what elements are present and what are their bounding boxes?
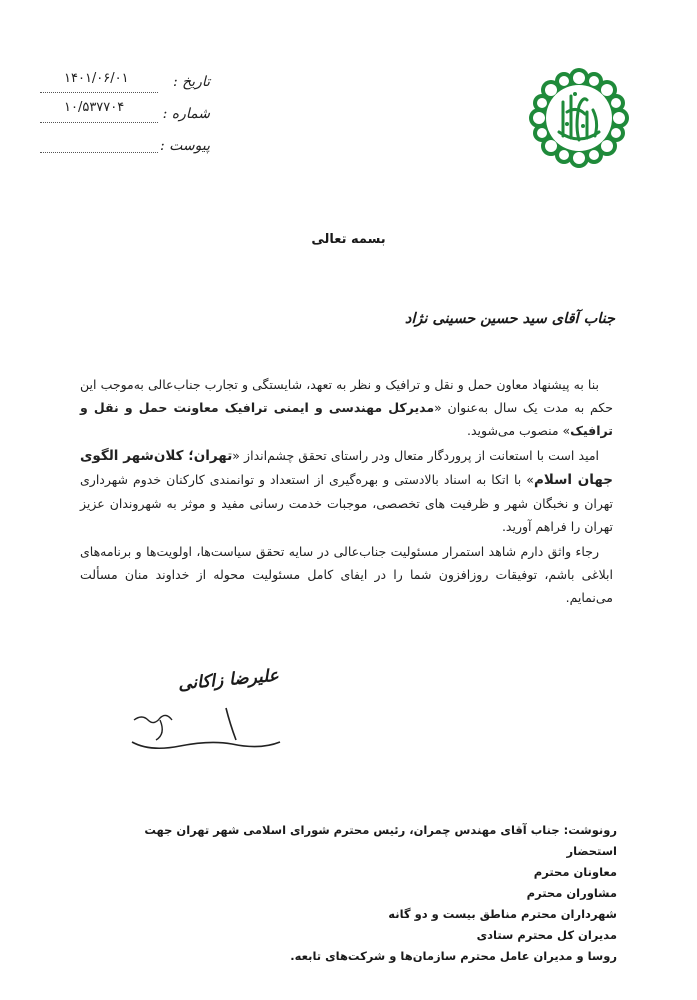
- cc-line-6: روسا و مدیران عامل محترم سازمان‌ها و شرکت‌های تابعه.: [290, 949, 617, 963]
- date-label: تاریخ :: [172, 74, 210, 90]
- p2-bold-vision: تهران؛ کلان‌شهر الگوی جهان اسلام: [80, 448, 614, 488]
- date-value: ۱۴۰۱/۰۶/۰۱: [64, 71, 129, 86]
- bismillah-heading: بسمه تعالی: [311, 232, 386, 247]
- attachment-label: پیوست :: [160, 138, 210, 154]
- p1-text-b: » منصوب می‌شوید.: [466, 423, 571, 438]
- cc-list: [97, 820, 617, 967]
- number-dots: [40, 122, 158, 123]
- p2-text-a: امید است با استعانت از پروردگار متعال ودر راستای تحقق چشم‌انداز «: [232, 448, 600, 463]
- number-value: ۱۰/۵۳۷۷۰۴: [64, 100, 125, 115]
- p2-text-b: » با اتکا به اسناد بالادستی و بهره‌گیری از استعداد و توانمندی کارکنان خدوم شهرداری تهران و نخبگان شهر و ظرفیت های تخصصی، موجبات خدمت رسانی مفید و موثر به شهروندان عزیز تهران را فراهم آورید.: [80, 472, 613, 534]
- cc-line-1: رونوشت: جناب آقای مهندس چمران، رئیس محترم شورای اسلامی شهر تهران جهت استحضار: [144, 823, 617, 858]
- attachment-dots: [40, 152, 158, 153]
- letter-body: [80, 373, 613, 609]
- p1-text-a: بنا به پیشنهاد معاون حمل و نقل و ترافیک و نظر به تعهد، شایستگی و تجارب جناب‌عالی به‌موجب این حکم به مدت یک سال به‌عنوان «: [80, 377, 613, 415]
- meta-block: [40, 70, 210, 160]
- paragraph-3: [80, 540, 613, 609]
- cc-line-3: مشاوران محترم: [526, 886, 617, 900]
- signature-block: [120, 660, 320, 760]
- number-label: شماره :: [162, 106, 210, 122]
- recipient-name: جناب آقای سید حسین حسینی نژاد: [404, 310, 615, 327]
- signatory-name: علیرضا زاکانی: [177, 665, 280, 695]
- date-dots: [40, 92, 158, 93]
- paragraph-1: [80, 373, 613, 442]
- paragraph-2: [80, 444, 613, 538]
- cc-line-4: شهرداران محترم مناطق بیست و دو گانه: [388, 907, 617, 921]
- cc-line-5: مدیران کل محترم ستادی: [476, 928, 617, 942]
- p1-bold-title: مدیرکل مهندسی و ایمنی ترافیک معاونت حمل و نقل و ترافیک: [80, 400, 613, 438]
- tehran-city-council-seal-icon: [527, 66, 631, 170]
- cc-line-2: معاونان محترم: [533, 865, 617, 879]
- p3-text: رجاء واثق دارم شاهد استمرار مسئولیت جناب‌عالی در سایه تحقق سیاست‌ها، اولویت‌ها و برنامه‌های ابلاغی باشم، توفیقات روزافزون شما را در ایفای کامل مسئولیت محوله از خداوند منان مسألت می‌نمایم.: [80, 544, 613, 605]
- handwritten-signature-icon: [120, 660, 320, 760]
